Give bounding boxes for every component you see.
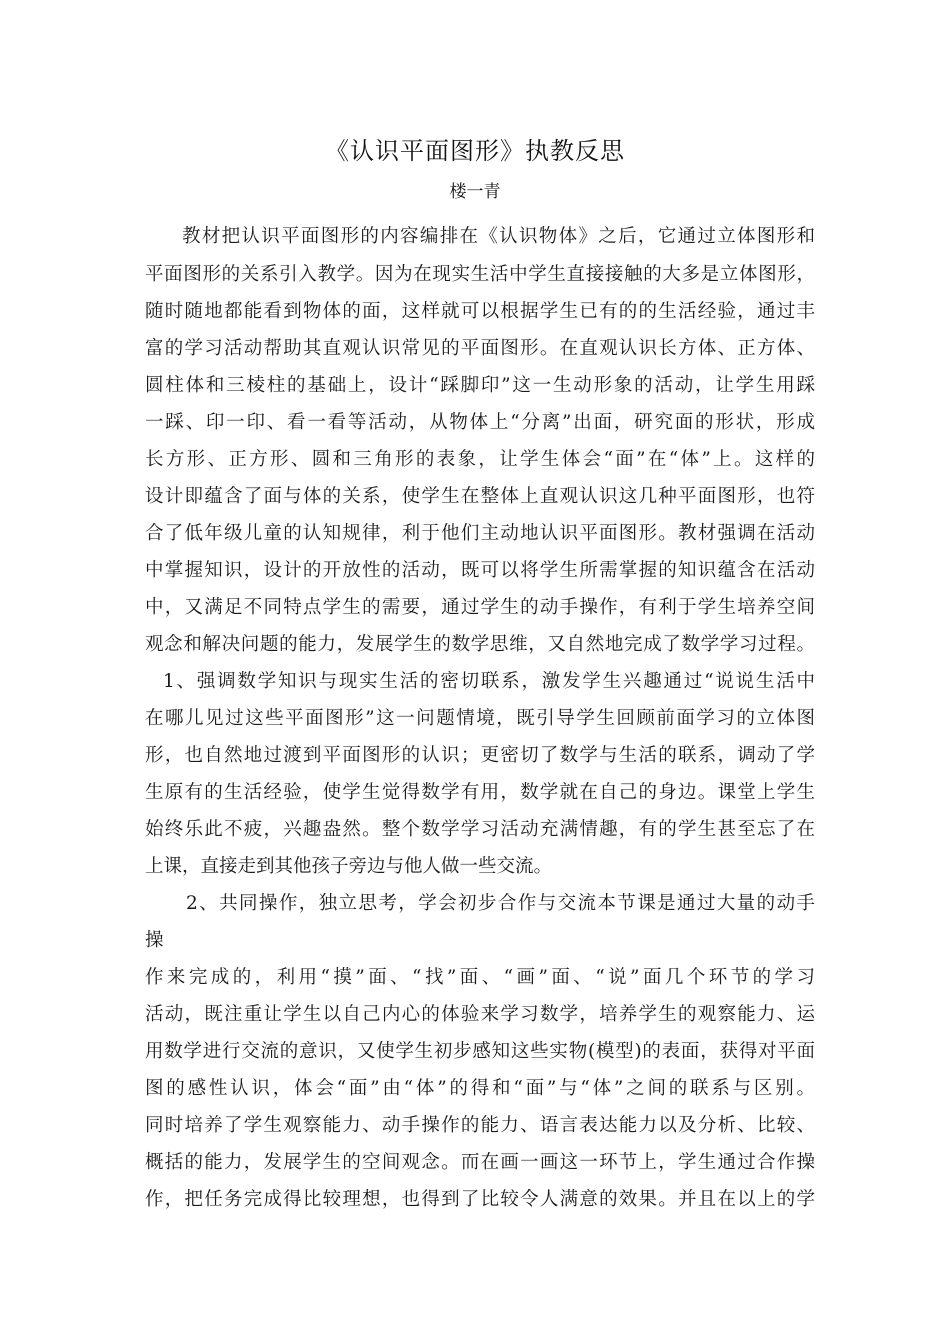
paragraph-line: 富的学习活动帮助其直观认识常见的平面图形。在直观认识长方体、正方体、 [145, 338, 815, 359]
paragraph-line: 合了低年级儿童的认知规律，利于他们主动地认识平面图形。教材强调在活动 [145, 523, 815, 544]
paragraph-line: 中掌握知识，设计的开放性的活动，既可以将学生所需掌握的知识蕴含在活动 [145, 560, 815, 581]
document-title: 《认识平面图形》执教反思 [325, 137, 625, 165]
paragraph-line: 用数学进行交流的意识，又使学生初步感知这些实物(模型)的表面，获得对平面 [145, 1041, 815, 1062]
paragraph-line: 同时培养了学生观察能力、动手操作的能力、语言表达能力以及分析、比较、 [145, 1115, 815, 1136]
paragraph-line: 生原有的生活经验，使学生觉得数学有用，数学就在自己的身边。课堂上学生 [145, 782, 815, 803]
paragraph-line: 上课，直接走到其他孩子旁边与他人做一些交流。 [145, 856, 553, 877]
paragraph-line: 操 [145, 930, 164, 951]
paragraph-line: 图的感性认识，体会“面”由“体”的得和“面”与“体”之间的联系与区别。 [145, 1078, 815, 1099]
paragraph-line: 教材把认识平面图形的内容编排在《认识物体》之后，它通过立体图形和 [182, 226, 815, 247]
paragraph-line: 设计即蕴含了面与体的关系，使学生在整体上直观认识这几种平面图形，也符 [145, 486, 815, 507]
paragraph-line: 长方形、正方形、圆和三角形的表象，让学生体会“面”在“体”上。这样的 [145, 449, 815, 470]
paragraph-line: 随时随地都能看到物体的面，这样就可以根据学生已有的的生活经验，通过丰 [145, 301, 815, 322]
paragraph-line: 圆柱体和三棱柱的基础上，设计“踩脚印”这一生动形象的活动，让学生用踩 [145, 375, 815, 396]
paragraph-line: 形，也自然地过渡到平面图形的认识；更密切了数学与生活的联系，调动了学 [145, 745, 815, 766]
paragraph-line: 作来完成的，利用“摸”面、“找”面、“画”面、“说”面几个环节的学习 [145, 967, 815, 988]
paragraph-line: 2、共同操作，独立思考，学会初步合作与交流本节课是通过大量的动手 [186, 893, 815, 914]
document-author: 楼一青 [449, 182, 501, 202]
paragraph-line: 一踩、印一印、看一看等活动，从物体上“分离”出面，研究面的形状，形成 [145, 412, 815, 433]
paragraph-line: 平面图形的关系引入教学。因为在现实生活中学生直接接触的大多是立体图形， [145, 264, 815, 285]
paragraph-line: 在哪儿见过这些平面图形”这一问题情境，既引导学生回顾前面学习的立体图 [145, 708, 815, 729]
paragraph-line: 作，把任务完成得比较理想，也得到了比较令人满意的效果。并且在以上的学 [145, 1189, 815, 1210]
paragraph-line: 1、强调数学知识与现实生活的密切联系，激发学生兴趣通过“说说生活中 [163, 671, 815, 692]
paragraph-line: 始终乐此不疲，兴趣盎然。整个数学学习活动充满情趣，有的学生甚至忘了在 [145, 819, 815, 840]
paragraph-line: 概括的能力，发展学生的空间观念。而在画一画这一环节上，学生通过合作操 [145, 1152, 815, 1173]
paragraph-line: 观念和解决问题的能力，发展学生的数学思维，又自然地完成了数学学习过程。 [145, 634, 815, 655]
paragraph-line: 中，又满足不同特点学生的需要，通过学生的动手操作，有利于学生培养空间 [145, 597, 815, 618]
paragraph-line: 活动，既注重让学生以自己内心的体验来学习数学，培养学生的观察能力、运 [145, 1004, 815, 1025]
